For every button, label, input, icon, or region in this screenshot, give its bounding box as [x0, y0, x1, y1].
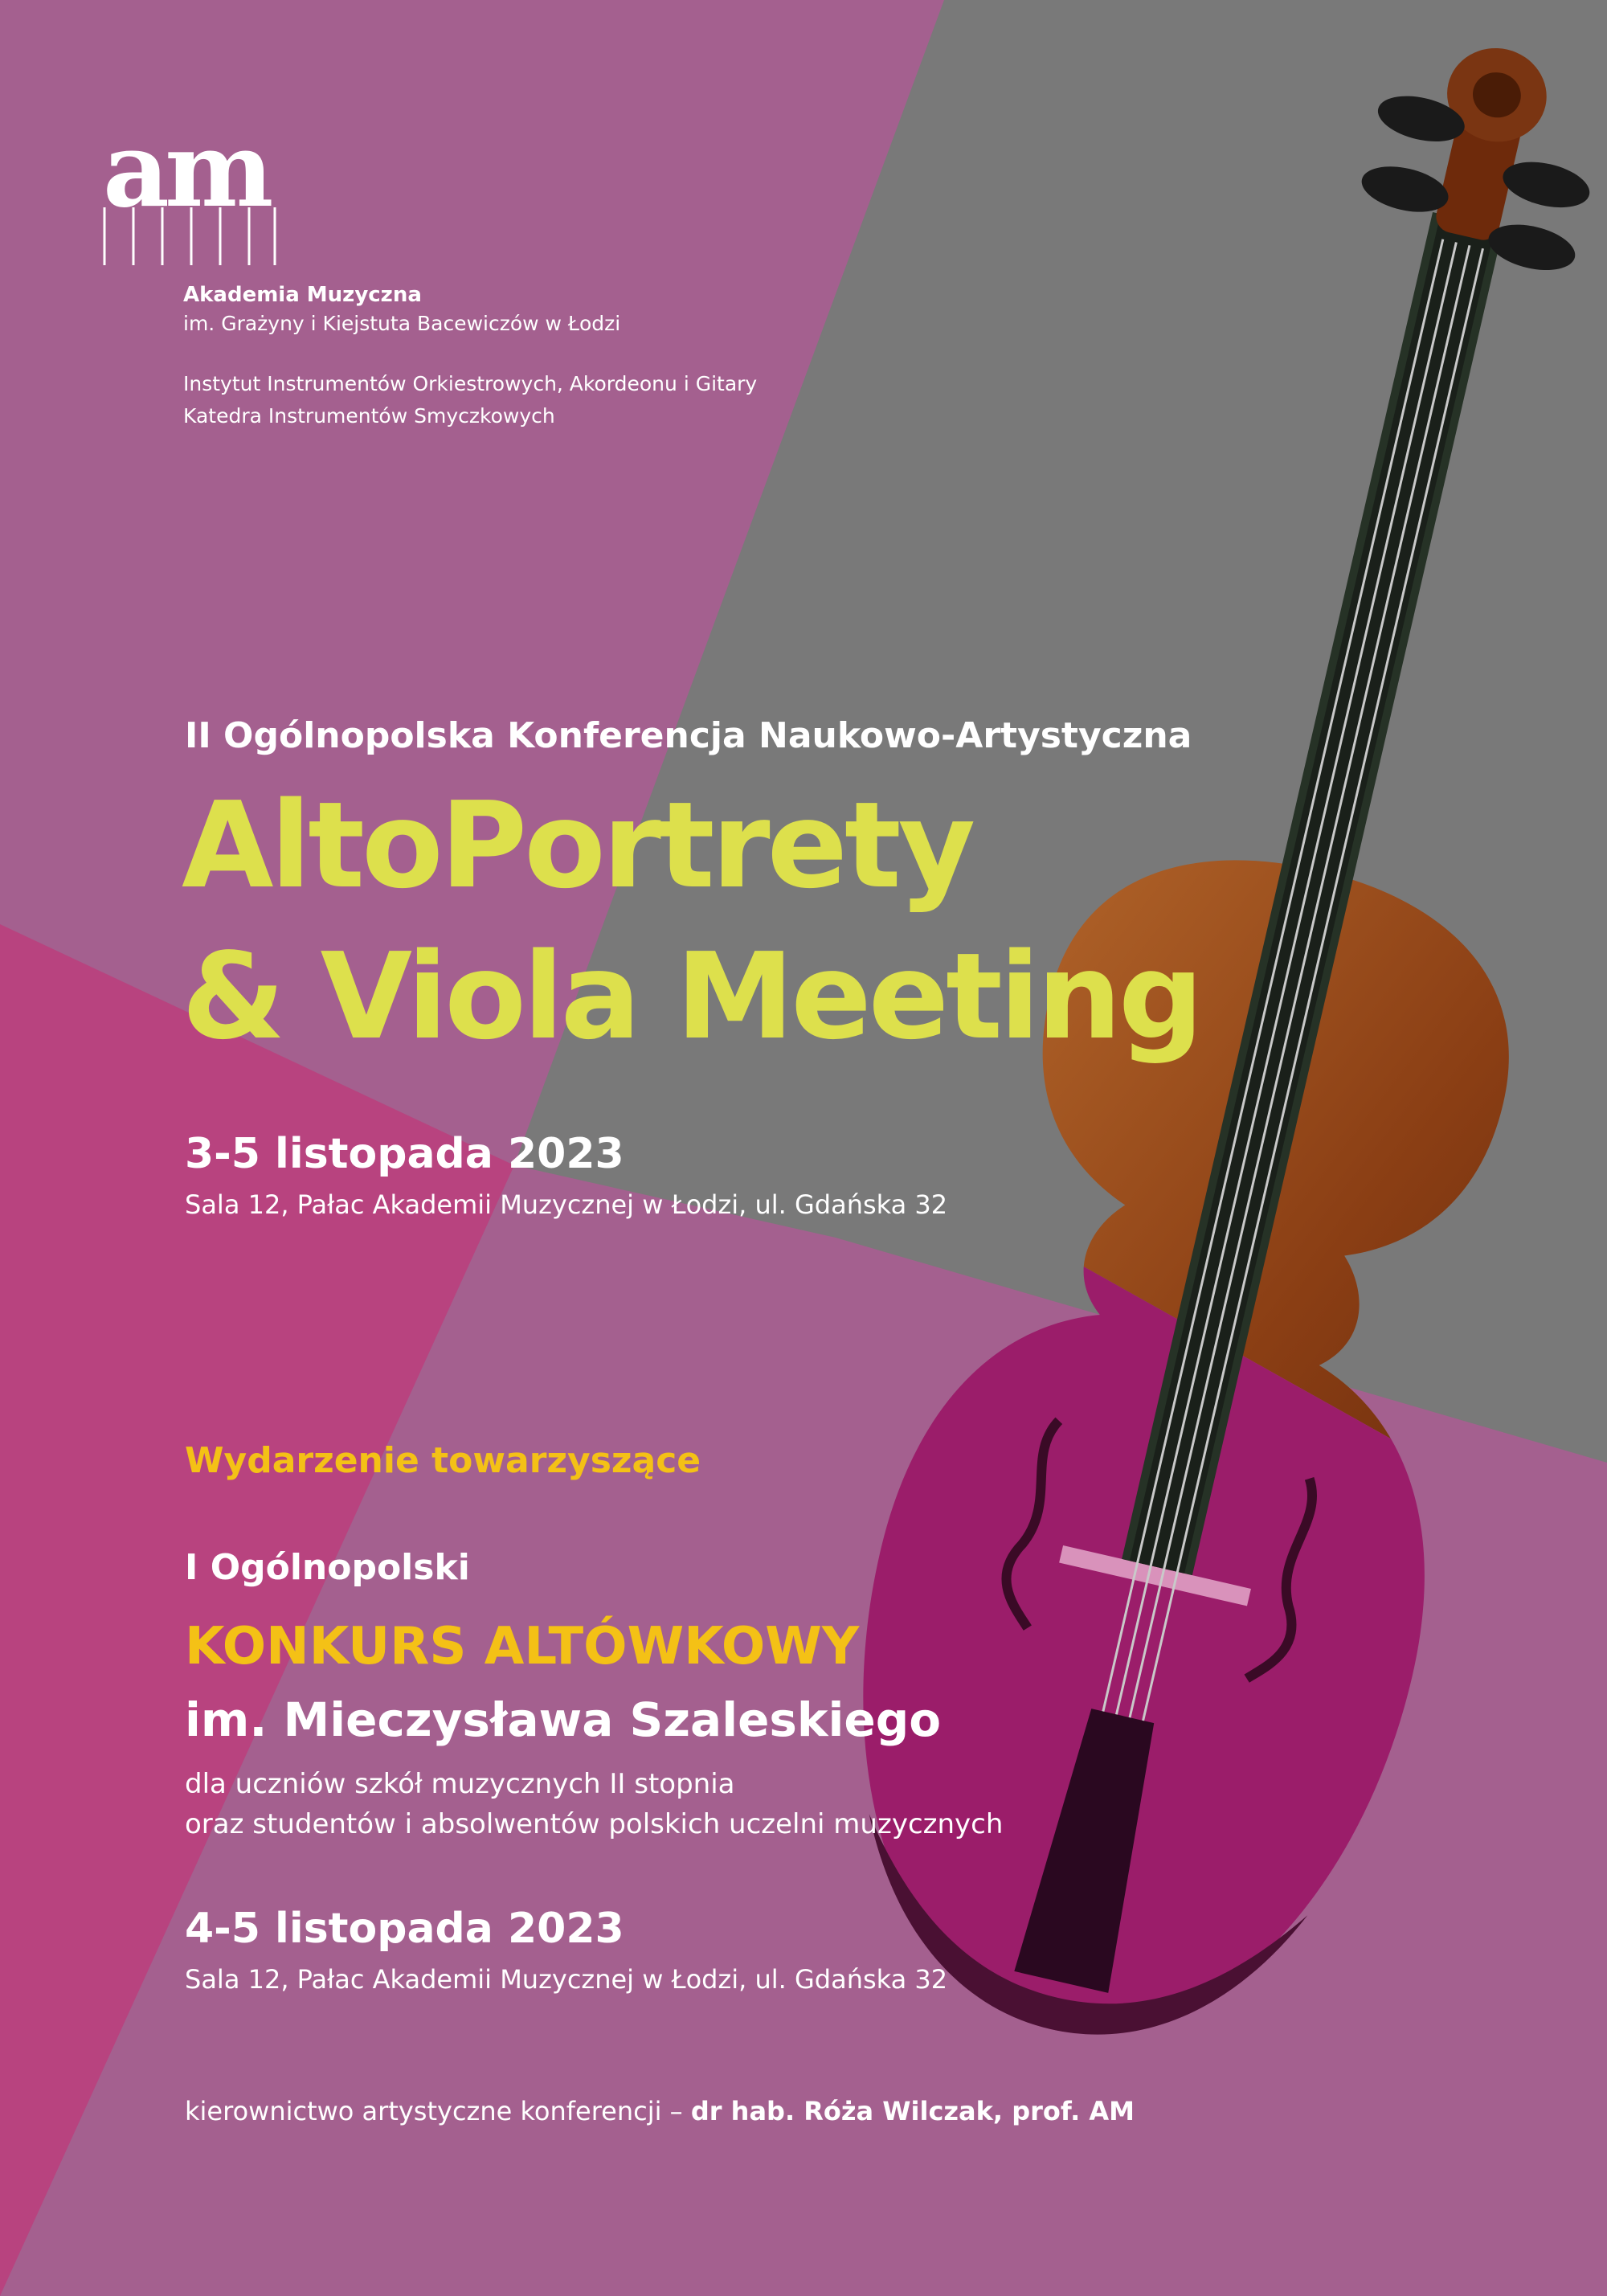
academy-logo	[103, 127, 276, 265]
competition-title: KONKURS ALTÓWKOWY	[185, 1617, 860, 1676]
accompanying-event-label: Wydarzenie towarzyszące	[185, 1440, 701, 1481]
conference-venue: Sala 12, Pałac Akademii Muzycznej w Łodzi, ul. Gdańska 32	[185, 1189, 948, 1220]
competition-venue: Sala 12, Pałac Akademii Muzycznej w Łodzi, ul. Gdańska 32	[185, 1964, 948, 1995]
academy-logo-mark: am	[103, 127, 269, 231]
conference-title-line1: AltoPortrety	[182, 776, 973, 915]
department-name: Katedra Instrumentów Smyczkowych	[183, 404, 555, 428]
conference-date: 3-5 listopada 2023	[185, 1130, 624, 1178]
conference-subtitle: II Ogólnopolska Konferencja Naukowo-Artystyczna	[185, 715, 1192, 756]
artistic-director-name: dr hab. Róża Wilczak, prof. AM	[690, 2096, 1135, 2126]
competition-description-line1: dla uczniów szkół muzycznych II stopnia	[185, 1768, 735, 1800]
institute-name: Instytut Instrumentów Orkiestrowych, Akordeonu i Gitary	[183, 372, 758, 395]
artistic-direction-label: kierownictwo artystyczne konferencji –	[185, 2096, 691, 2126]
competition-date: 4-5 listopada 2023	[185, 1905, 624, 1953]
institution-subtitle: im. Grażyny i Kiejstuta Bacewiczów w Łodzi	[183, 312, 621, 335]
artistic-direction-credit	[185, 2096, 1135, 2126]
conference-title-line2: & Viola Meeting	[182, 927, 1200, 1066]
institution-name: Akademia Muzyczna	[183, 283, 422, 307]
competition-prefix: I Ogólnopolski	[185, 1547, 470, 1588]
competition-description-line2: oraz studentów i absolwentów polskich uczelni muzycznych	[185, 1808, 1004, 1840]
competition-patron: im. Mieczysława Szaleskiego	[185, 1692, 942, 1747]
